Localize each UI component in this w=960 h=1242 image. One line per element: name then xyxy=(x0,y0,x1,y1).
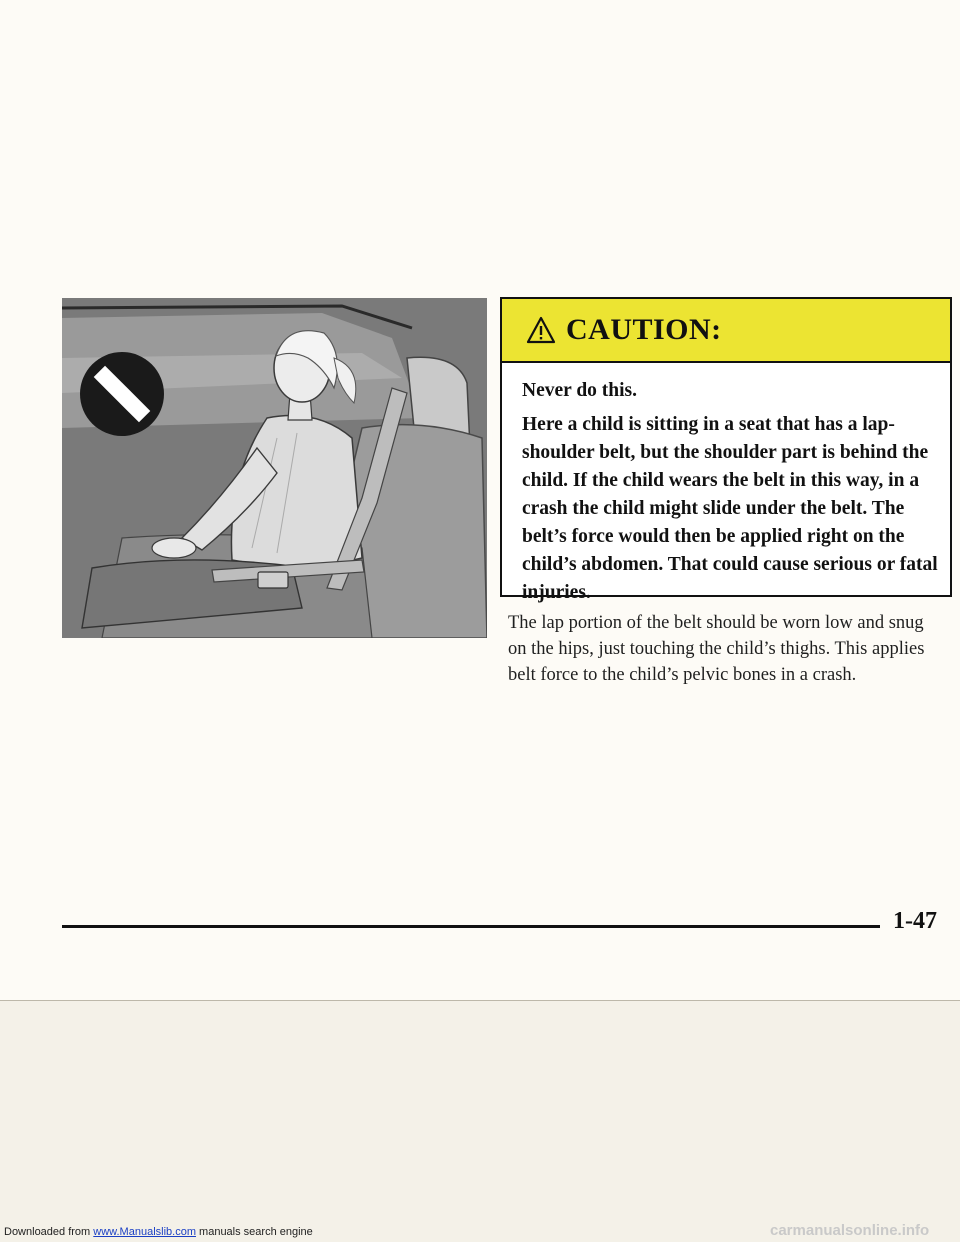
caution-header xyxy=(502,299,950,363)
caution-text: Here a child is sitting in a seat that has a lap-shoulder belt, but the shoulder part is behind the child. If the child wears the belt in this way, in a crash the child might slide under the belt. The belt’s force would then be applied right on the child’s abdomen. That could cause serious or fatal injuries. xyxy=(522,414,938,603)
page-margin xyxy=(0,1000,960,1242)
prohibition-icon xyxy=(80,352,164,436)
download-note xyxy=(4,1226,313,1238)
warning-triangle-icon xyxy=(526,316,556,344)
download-note-prefix: Downloaded from xyxy=(4,1226,94,1238)
body-paragraph: The lap portion of the belt should be worn low and snug on the hips, just touching the child’s thighs. This applies belt force to the child’s pelvic bones in a crash. xyxy=(508,613,925,685)
page-number: 1-47 xyxy=(893,908,937,934)
caution-title: CAUTION: xyxy=(566,313,722,346)
caution-lead: Never do this. xyxy=(522,380,638,401)
child-seatbelt-illustration xyxy=(62,298,487,638)
scan-edge-line xyxy=(0,1000,960,1001)
illustration-drawing xyxy=(62,298,487,638)
manualslib-link[interactable]: www.Manualslib.com xyxy=(93,1226,196,1238)
footer-rule xyxy=(62,925,880,928)
site-watermark: carmanualsonline.info xyxy=(770,1222,930,1239)
caution-body xyxy=(522,377,938,607)
download-note-suffix: manuals search engine xyxy=(195,1226,313,1238)
caution-box xyxy=(500,297,952,603)
